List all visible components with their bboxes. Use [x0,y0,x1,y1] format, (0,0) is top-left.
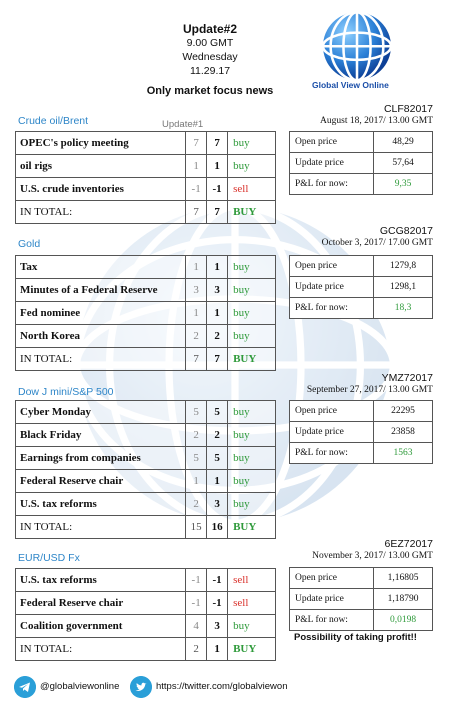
factor-name: Coalition government [16,615,186,638]
factor-signal: buy [228,256,276,279]
factor-now: 7 [207,132,228,155]
factor-name: Cyber Monday [16,401,186,424]
factor-prev: -1 [186,178,207,201]
factor-prev: 1 [186,256,207,279]
factor-name: U.S. crude inventories [16,178,186,201]
trade-code: GCG82017 [379,225,433,237]
factors-table-eurusd [15,568,276,661]
total-label: IN TOTAL: [16,348,186,371]
factor-name: Fed nominee [16,302,186,325]
factor-prev: -1 [186,569,207,592]
telegram-handle[interactable]: @globalviewonline [40,681,120,692]
total-prev: 15 [186,516,207,539]
total-now: 16 [207,516,228,539]
table-row [16,592,276,615]
trade-code: CLF82017 [383,103,433,115]
open-price-value: 1,16805 [374,568,433,589]
total-prev: 7 [186,348,207,371]
factor-signal: buy [228,155,276,178]
factor-now: 1 [207,470,228,493]
table-row [16,401,276,424]
factor-prev: 1 [186,155,207,178]
factor-name: Black Friday [16,424,186,447]
factor-prev: 1 [186,302,207,325]
factor-now: 2 [207,325,228,348]
factor-prev: 3 [186,279,207,302]
total-row [16,638,276,661]
pl-value: 0,0198 [374,610,433,631]
factor-prev: 2 [186,424,207,447]
table-row [16,447,276,470]
factor-now: 3 [207,279,228,302]
section-title-eurusd: EUR/USD Fx [18,552,80,564]
factor-now: 5 [207,447,228,470]
pl-value: 18,3 [374,298,433,319]
update1-label: Update#1 [162,119,204,130]
twitter-link[interactable]: https://twitter.com/globalviewon [156,681,288,692]
factor-signal: buy [228,615,276,638]
open-price-label: Open price [290,256,374,277]
open-price-value: 48,29 [374,132,433,153]
total-now: 7 [207,201,228,224]
factor-now: -1 [207,592,228,615]
total-prev: 2 [186,638,207,661]
update-time: 9.00 GMT [186,37,234,49]
factor-name: Tax [16,256,186,279]
update-price-value: 1,18790 [374,589,433,610]
factors-table-gold [15,255,276,371]
update-price-value: 1298,1 [374,277,433,298]
factor-name: U.S. tax reforms [16,493,186,516]
factors-table-crude [15,131,276,224]
factor-now: -1 [207,569,228,592]
profit-note: Possibility of taking profit!! [294,632,417,643]
update-price-value: 57,64 [374,153,433,174]
factor-signal: sell [228,592,276,615]
footer [0,676,450,702]
pl-value: 1563 [374,443,433,464]
total-signal: BUY [228,201,276,224]
table-row [16,470,276,493]
table-row [16,178,276,201]
table-row [16,256,276,279]
factor-prev: 1 [186,470,207,493]
header-block [130,22,290,78]
factor-signal: sell [228,569,276,592]
factor-name: U.S. tax reforms [16,569,186,592]
table-row [16,424,276,447]
trade-date: November 3, 2017/ 13.00 GMT [312,551,433,561]
table-row [16,302,276,325]
factor-prev: 2 [186,493,207,516]
table-row [16,493,276,516]
factor-prev: 7 [186,132,207,155]
table-row [16,132,276,155]
total-prev: 7 [186,201,207,224]
update-title: Update#2 [182,22,238,36]
pl-label: P&L for now: [290,174,374,195]
factor-signal: buy [228,424,276,447]
total-row [16,201,276,224]
update-date: 11.29.17 [189,65,231,77]
factor-signal: buy [228,493,276,516]
factor-now: -1 [207,178,228,201]
total-signal: BUY [228,516,276,539]
pl-value: 9,35 [374,174,433,195]
factor-signal: buy [228,470,276,493]
open-price-label: Open price [290,401,374,422]
table-row [16,325,276,348]
trade-date: October 3, 2017/ 17.00 GMT [321,238,433,248]
telegram-icon[interactable] [14,676,36,698]
update-price-value: 23858 [374,422,433,443]
open-price-value: 1279,8 [374,256,433,277]
section-title-crude: Crude oil/Brent [18,115,89,127]
price-table-crude [289,131,433,195]
table-row [16,569,276,592]
price-table-eurusd [289,567,433,631]
pl-label: P&L for now: [290,610,374,631]
update-price-label: Update price [290,589,374,610]
factor-now: 1 [207,302,228,325]
factor-now: 2 [207,424,228,447]
total-row [16,348,276,371]
factor-name: Minutes of a Federal Reserve [16,279,186,302]
pl-label: P&L for now: [290,298,374,319]
trade-code: 6EZ72017 [384,538,433,550]
trade-date: September 27, 2017/ 13.00 GMT [306,385,433,395]
focus-subtitle: Only market focus news [146,85,274,97]
factor-signal: buy [228,302,276,325]
factors-table-dow [15,400,276,539]
factor-name: Earnings from companies [16,447,186,470]
factor-signal: buy [228,447,276,470]
total-signal: BUY [228,638,276,661]
update-day: Wednesday [182,51,238,63]
factor-name: Federal Reserve chair [16,592,186,615]
price-table-gold [289,255,433,319]
logo-name: Global View Online [312,80,389,90]
factor-prev: 4 [186,615,207,638]
trade-code: YMZ72017 [381,372,433,384]
total-label: IN TOTAL: [16,516,186,539]
section-title-gold: Gold [18,238,41,250]
factor-now: 5 [207,401,228,424]
table-row [16,155,276,178]
twitter-icon[interactable] [130,676,152,698]
factor-now: 1 [207,155,228,178]
update-price-label: Update price [290,153,374,174]
price-table-dow [289,400,433,464]
factor-prev: 5 [186,447,207,470]
total-label: IN TOTAL: [16,201,186,224]
update-price-label: Update price [290,422,374,443]
total-row [16,516,276,539]
factor-now: 3 [207,615,228,638]
factor-prev: 5 [186,401,207,424]
total-signal: BUY [228,348,276,371]
factor-name: oil rigs [16,155,186,178]
factor-now: 1 [207,256,228,279]
section-title-dow: Dow J mini/S&P 500 [18,386,114,398]
update-price-label: Update price [290,277,374,298]
factor-prev: 2 [186,325,207,348]
factor-name: OPEC's policy meeting [16,132,186,155]
factor-signal: buy [228,401,276,424]
total-label: IN TOTAL: [16,638,186,661]
open-price-label: Open price [290,568,374,589]
factor-name: Federal Reserve chair [16,470,186,493]
factor-signal: buy [228,325,276,348]
trade-date: August 18, 2017/ 13.00 GMT [320,116,433,126]
factor-signal: buy [228,279,276,302]
total-now: 7 [207,348,228,371]
open-price-value: 22295 [374,401,433,422]
factor-now: 3 [207,493,228,516]
table-row [16,615,276,638]
total-now: 1 [207,638,228,661]
factor-prev: -1 [186,592,207,615]
table-row [16,279,276,302]
factor-signal: sell [228,178,276,201]
factor-name: North Korea [16,325,186,348]
open-price-label: Open price [290,132,374,153]
factor-signal: buy [228,132,276,155]
pl-label: P&L for now: [290,443,374,464]
